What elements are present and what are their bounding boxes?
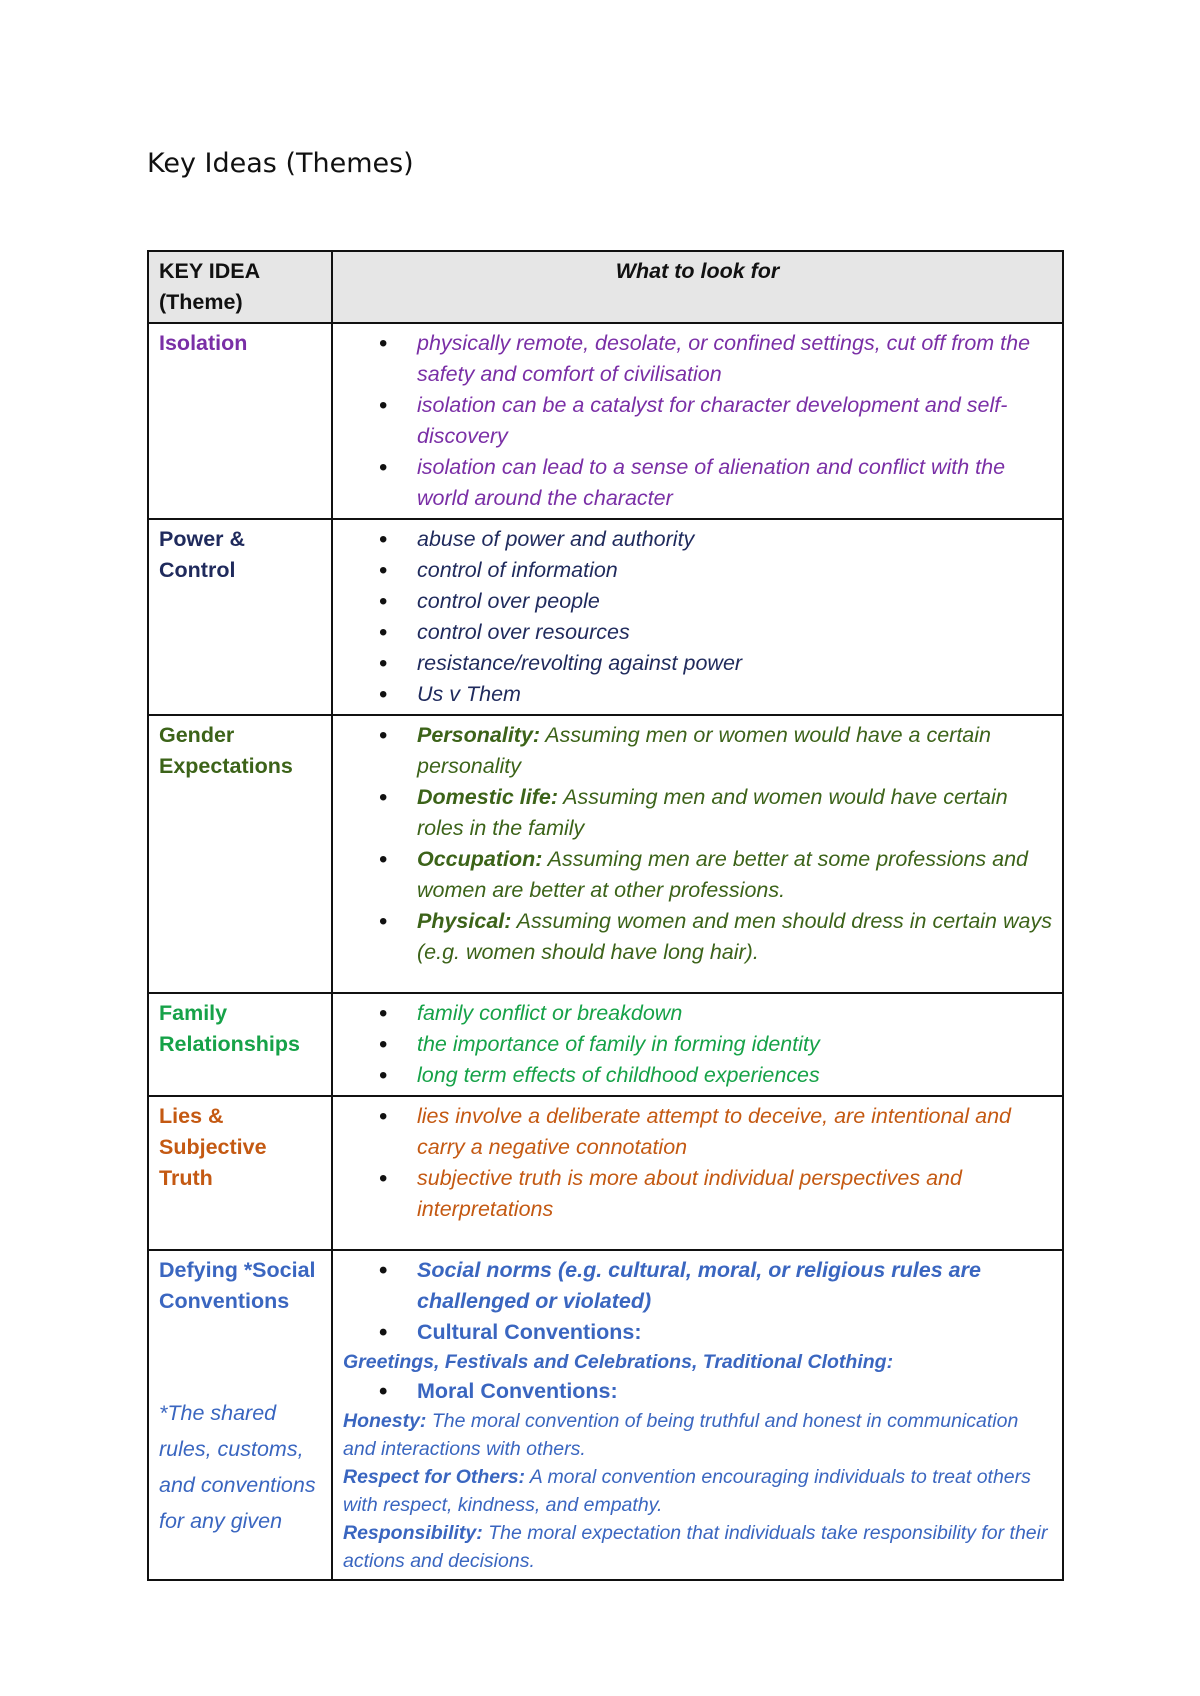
list-item: • long term effects of childhood experiences — [417, 1060, 1052, 1091]
list-item: • Moral Conventions: — [417, 1376, 1052, 1407]
list-item: • physically remote, desolate, or confined settings, cut off from the safety and comfort of civilisation — [417, 328, 1052, 390]
list-item: • isolation can lead to a sense of alienation and conflict with the world around the character — [417, 452, 1052, 514]
list-item: • resistance/revolting against power — [417, 648, 1052, 679]
theme-name-gender-expectations: Gender Expectations — [148, 715, 332, 993]
cultural-examples: Greetings, Festivals and Celebrations, Traditional Clothing: — [343, 1351, 894, 1373]
point-text: Assuming men or women would have a certain personality — [417, 723, 992, 778]
point-text: Assuming men and women would have certain roles in the family — [417, 785, 1008, 840]
moral-text: The moral convention of being truthful and honest in communication and interactions with others. — [343, 1410, 1019, 1460]
list-item: • subjective truth is more about individual perspectives and interpretations — [417, 1163, 1052, 1225]
list-item: • control of information — [417, 555, 1052, 586]
point-label: Physical: — [417, 909, 512, 933]
moral-item — [343, 1519, 1052, 1575]
page-title: Key Ideas (Themes) — [147, 148, 414, 179]
table-row-power-control — [148, 519, 1063, 715]
theme-points-defying-social-conventions — [332, 1250, 1063, 1580]
list-item: • family conflict or breakdown — [417, 998, 1052, 1029]
list-item: • Us v Them — [417, 679, 1052, 710]
theme-name-isolation: Isolation — [148, 323, 332, 519]
list-item: • Social norms (e.g. cultural, moral, or religious rules are challenged or violated) — [417, 1255, 1052, 1317]
header-what-to-look-for: What to look for — [332, 251, 1063, 323]
theme-points-power-control — [332, 519, 1063, 715]
list-item: • Cultural Conventions: — [417, 1317, 1052, 1348]
list-item: • the importance of family in forming identity — [417, 1029, 1052, 1060]
list-item: • control over people — [417, 586, 1052, 617]
table-row-gender-expectations — [148, 715, 1063, 993]
theme-name-defying-social-conventions — [148, 1250, 332, 1580]
theme-points-family-relationships — [332, 993, 1063, 1096]
table-row-lies-subjective-truth — [148, 1096, 1063, 1250]
moral-label: Respect for Others: — [343, 1466, 526, 1488]
table-row-defying-social-conventions — [148, 1250, 1063, 1580]
theme-footnote: *The shared rules, customs, and conventions for any given — [159, 1401, 316, 1533]
list-item: • lies involve a deliberate attempt to deceive, are intentional and carry a negative connotation — [417, 1101, 1052, 1163]
moral-item — [343, 1463, 1052, 1519]
theme-name-text: Defying *Social Conventions — [159, 1258, 316, 1313]
point-label: Domestic life: — [417, 785, 558, 809]
list-item — [417, 844, 1052, 906]
point-label: Personality: — [417, 723, 541, 747]
theme-name-power-control: Power & Control — [148, 519, 332, 715]
list-item — [417, 906, 1052, 968]
themes-table — [147, 250, 1064, 1581]
theme-name-family-relationships: Family Relationships — [148, 993, 332, 1096]
moral-item — [343, 1407, 1052, 1463]
header-key-idea: KEY IDEA (Theme) — [148, 251, 332, 323]
theme-points-gender-expectations — [332, 715, 1063, 993]
table-header-row — [148, 251, 1063, 323]
moral-label: Honesty: — [343, 1410, 427, 1432]
table-row-isolation — [148, 323, 1063, 519]
theme-name-lies-subjective-truth: Lies & Subjective Truth — [148, 1096, 332, 1250]
moral-text: The moral expectation that individuals take responsibility for their actions and decisions. — [343, 1522, 1048, 1572]
point-text: Assuming men are better at some professions and women are better at other professions. — [417, 847, 1029, 902]
moral-label: Responsibility: — [343, 1522, 483, 1544]
list-item: • isolation can be a catalyst for character development and self-discovery — [417, 390, 1052, 452]
table-row-family-relationships — [148, 993, 1063, 1096]
list-item — [417, 720, 1052, 782]
theme-points-lies-subjective-truth — [332, 1096, 1063, 1250]
point-text: Assuming women and men should dress in certain ways (e.g. women should have long hair). — [417, 909, 1052, 964]
moral-text: A moral convention encouraging individuals to treat others with respect, kindness, and empathy. — [343, 1466, 1031, 1516]
list-item: • abuse of power and authority — [417, 524, 1052, 555]
point-label: Occupation: — [417, 847, 543, 871]
list-item — [417, 782, 1052, 844]
list-item: • control over resources — [417, 617, 1052, 648]
theme-points-isolation — [332, 323, 1063, 519]
